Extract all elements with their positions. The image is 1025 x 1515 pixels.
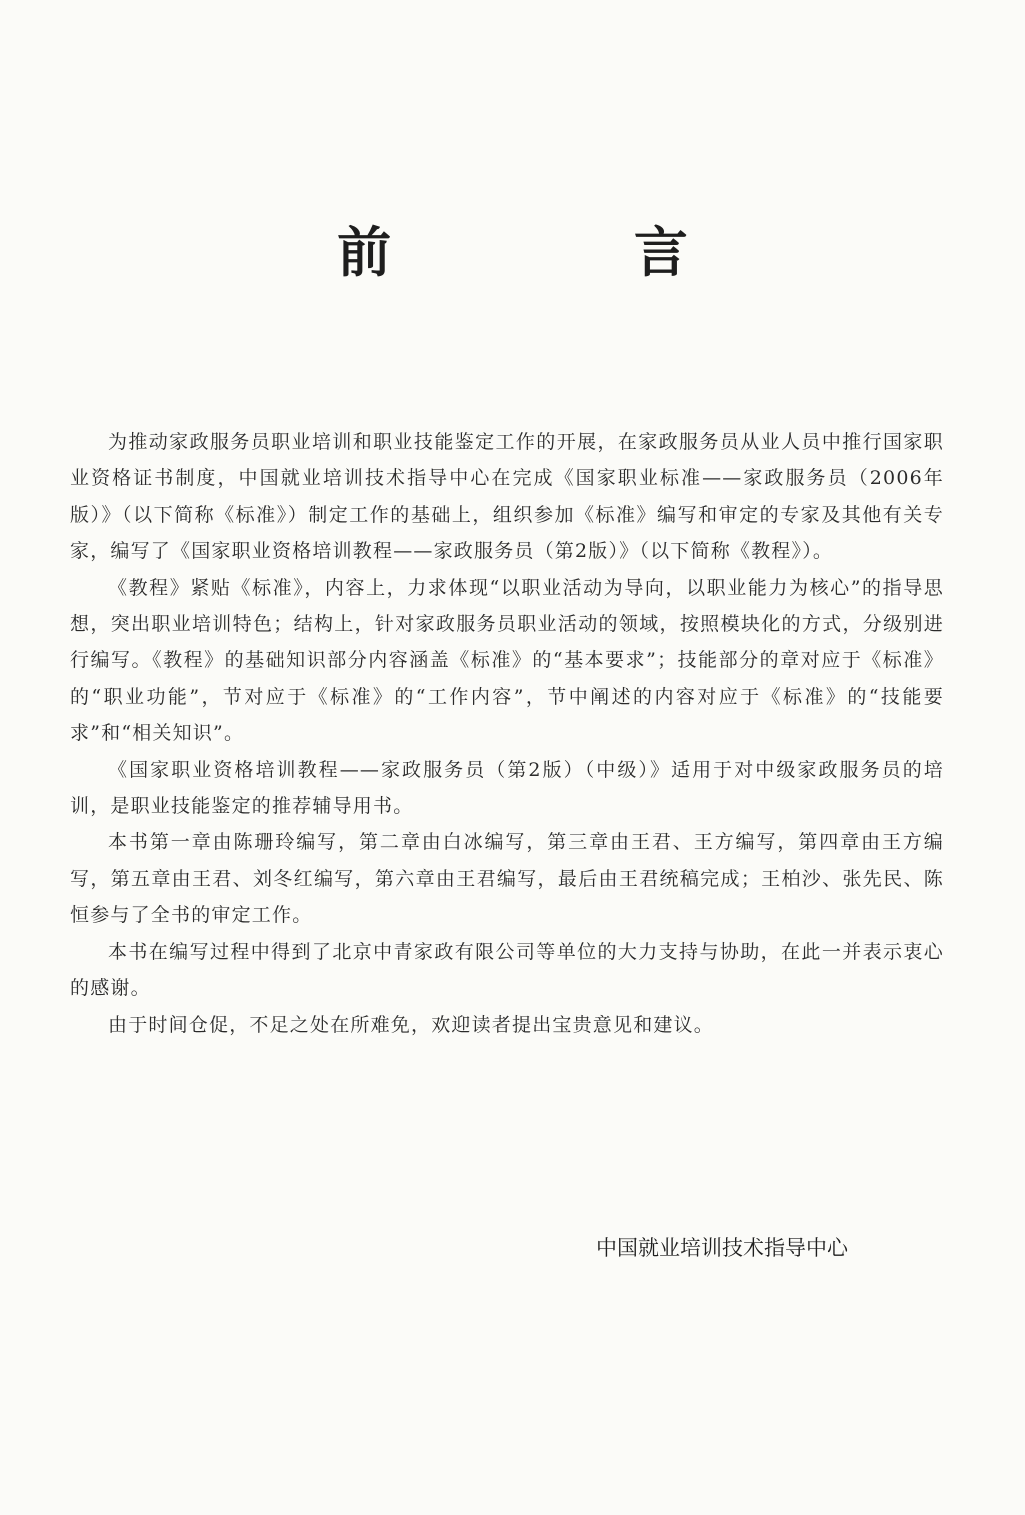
paragraph: 《教程》紧贴《标准》，内容上，力求体现“以职业活动为导向，以职业能力为核心”的指导思想，突出职业培训特色；结构上，针对家政服务员职业活动的领域，按照模块化的方式，分级别进行编写。《教程》的基础知识部分内容涵盖《标准》的“基本要求”；技能部分的章对应于《标准》的“职业功能”，节对应于《标准》的“工作内容”，节中阐述的内容对应于《标准》的“技能要求”和“相关知识”。	[70, 576, 944, 745]
paragraph: 《国家职业资格培训教程——家政服务员（第2版）（中级）》适用于对中级家政服务员的培训，是职业技能鉴定的推荐辅导用书。	[70, 758, 944, 818]
paragraph: 为推动家政服务员职业培训和职业技能鉴定工作的开展，在家政服务员从业人员中推行国家职业资格证书制度，中国就业培训技术指导中心在完成《国家职业标准——家政服务员（2006年版）》（以下简称《标准》）制定工作的基础上，组织参加《标准》编写和审定的专家及其他有关专家，编写了《国家职业资格培训教程——家政服务员（第2版）》（以下简称《教程》）。	[70, 431, 944, 563]
paragraph: 本书在编写过程中得到了北京中青家政有限公司等单位的大力支持与协助，在此一并表示衷心的感谢。	[70, 940, 944, 1000]
paragraph: 本书第一章由陈珊玲编写，第二章由白冰编写，第三章由王君、王方编写，第四章由王方编写，第五章由王君、刘冬红编写，第六章由王君编写，最后由王君统稿完成；王柏沙、张先民、陈恒参与了全书的审定工作。	[70, 831, 944, 927]
preface-body	[70, 424, 944, 1043]
paragraph: 由于时间仓促，不足之处在所难免，欢迎读者提出宝贵意见和建议。	[108, 1013, 715, 1036]
signature: 中国就业培训技术指导中心	[596, 1236, 848, 1260]
page-title: 前 言	[337, 221, 800, 284]
